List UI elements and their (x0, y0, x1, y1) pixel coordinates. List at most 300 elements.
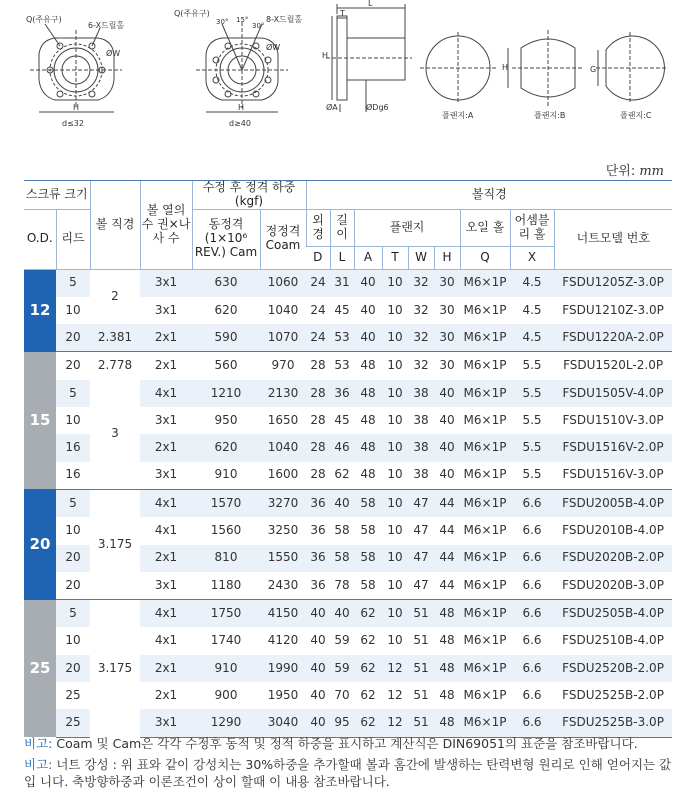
coam-cell: 1060 (260, 269, 306, 297)
a-cell: 62 (354, 709, 382, 737)
h-cell: 40 (439, 412, 455, 427)
lead-cell: 20 (56, 352, 90, 380)
t-cell: 10 (382, 434, 408, 461)
h-cell: 44 (439, 577, 455, 592)
a-cell: 62 (354, 600, 382, 628)
x-cell: 5.5 (522, 412, 542, 427)
ball-dia-cell: 2.381 (90, 324, 140, 352)
unit-label (606, 160, 664, 179)
w-cell: 32 (408, 352, 434, 380)
w-cell: 38 (413, 467, 429, 482)
w-cell: 32 (408, 324, 434, 352)
circ-cell: 2x1 (140, 655, 192, 682)
flange-a-drawing (420, 32, 496, 104)
header-sub-a: A (354, 246, 382, 269)
h-cell: 40 (434, 380, 460, 407)
model-cell: FSDU2525B-2.0P (562, 687, 664, 702)
header-ball-pitch: 볼직경 (306, 181, 672, 210)
header-ball-circuits: 볼 열의 수 권×나사 수 (140, 181, 192, 270)
lead-cell: 10 (65, 412, 81, 427)
a-cell: 62 (360, 687, 376, 702)
h-cell: 30 (439, 302, 455, 317)
h-cell: 40 (439, 467, 455, 482)
h-cell: 48 (434, 600, 460, 628)
lead-cell: 5 (56, 380, 90, 407)
model-cell: FSDU2020B-3.0P (562, 577, 664, 592)
note-1-label: 비고: (24, 736, 53, 751)
d-cell: 40 (310, 633, 326, 648)
cam-cell: 1290 (192, 709, 260, 737)
notes (24, 736, 672, 795)
circ-cell: 2x1 (140, 352, 192, 380)
q-cell: M6×1P (460, 489, 510, 517)
od-cell: 12 (24, 269, 56, 352)
t-cell: 10 (382, 324, 408, 352)
t-cell: 10 (382, 489, 408, 517)
coam-cell: 3040 (260, 709, 306, 737)
h-cell: 30 (434, 269, 460, 297)
header-dynamic: 동정격 (1×10⁶ REV.) Cam (192, 209, 260, 269)
x-cell: 6.6 (510, 489, 554, 517)
x-cell: 5.5 (510, 380, 554, 407)
h-cell: 48 (439, 687, 455, 702)
q-cell: M6×1P (463, 633, 507, 648)
l-cell: 58 (334, 523, 350, 538)
a-cell: 48 (354, 434, 382, 461)
circ-cell: 4x1 (154, 523, 178, 538)
header-flange: 플랜지 (354, 209, 460, 246)
flange-b-drawing (508, 30, 584, 106)
w-cell: 51 (413, 633, 429, 648)
left-cond-label: d≤32 (62, 119, 84, 128)
cam-cell: 1210 (192, 380, 260, 407)
d-cell: 36 (306, 489, 330, 517)
q-cell: M6×1P (460, 709, 510, 737)
model-cell: FSDU1516V-3.0P (562, 467, 664, 482)
t-cell: 10 (382, 380, 408, 407)
h-cell: 48 (439, 633, 455, 648)
note-1-text: Coam 및 Cam은 각각 수정후 동적 및 정적 하중을 표시하고 계산식은 DIN69051의 표준을 참조바랍니다. (56, 736, 638, 751)
circ-cell: 3x1 (154, 412, 178, 427)
d-cell: 40 (306, 600, 330, 628)
a-cell: 62 (354, 655, 382, 682)
a-cell: 48 (360, 412, 376, 427)
circ-cell: 3x1 (140, 709, 192, 737)
model-cell: FSDU2525B-3.0P (554, 709, 672, 737)
d-cell: 28 (310, 412, 326, 427)
l-cell: 59 (334, 633, 350, 648)
flange-c-drawing (596, 32, 668, 104)
od-cell: 25 (24, 600, 56, 737)
l-cell: 40 (330, 600, 354, 628)
model-cell: FSDU1505V-4.0P (554, 380, 672, 407)
w-cell: 47 (408, 489, 434, 517)
a-cell: 40 (354, 269, 382, 297)
circ-cell: 4x1 (140, 380, 192, 407)
l-cell: 62 (334, 467, 350, 482)
q-cell: M6×1P (463, 687, 507, 702)
mid-angle2: 15° (236, 16, 249, 24)
h-cell: 44 (434, 489, 460, 517)
h-cell: 30 (434, 352, 460, 380)
header-oil-hole: 오일 홀 (460, 209, 510, 246)
l-cell: 95 (330, 709, 354, 737)
t-cell: 12 (382, 709, 408, 737)
left-q-label: Q(주유구) (26, 15, 62, 24)
cam-cell: 950 (214, 412, 238, 427)
coam-cell: 1990 (260, 655, 306, 682)
header-sub-d: D (306, 246, 330, 269)
unit-text: 단위: (605, 164, 636, 179)
q-cell: M6×1P (460, 434, 510, 461)
model-cell: FSDU1510V-3.0P (562, 412, 664, 427)
a-cell: 58 (360, 523, 376, 538)
w-cell: 38 (408, 380, 434, 407)
x-cell: 5.5 (522, 467, 542, 482)
l-cell: 59 (330, 655, 354, 682)
x-cell: 5.5 (510, 434, 554, 461)
mid-angle3: 30° (252, 22, 265, 30)
q-cell: M6×1P (463, 412, 507, 427)
q-cell: M6×1P (460, 600, 510, 628)
coam-cell: 1070 (260, 324, 306, 352)
cam-cell: 630 (192, 269, 260, 297)
coam-cell: 1650 (267, 412, 299, 427)
lead-cell: 5 (56, 269, 90, 297)
coam-cell: 970 (260, 352, 306, 380)
d-cell: 24 (310, 302, 326, 317)
header-sub-t: T (382, 246, 408, 269)
flange-b-h-label: H (502, 63, 509, 72)
flange-drawing-large (196, 22, 288, 112)
lead-cell: 20 (56, 545, 90, 572)
w-cell: 32 (413, 302, 429, 317)
mid-q-label: Q(주유구) (174, 9, 210, 18)
header-lead: 리드 (56, 209, 90, 269)
coam-cell: 3270 (260, 489, 306, 517)
note-2-label: 비고: (24, 756, 53, 772)
x-cell: 6.6 (510, 709, 554, 737)
header-static: 정정격 Coam (260, 209, 306, 269)
t-cell: 10 (382, 545, 408, 572)
q-cell: M6×1P (460, 545, 510, 572)
t-cell: 10 (382, 269, 408, 297)
table-row (24, 489, 672, 517)
cam-cell: 1180 (210, 577, 242, 592)
coam-cell: 1950 (267, 687, 299, 702)
w-cell: 32 (408, 269, 434, 297)
q-cell: M6×1P (463, 467, 507, 482)
model-cell: FSDU2520B-2.0P (554, 655, 672, 682)
side-h-label: H (322, 51, 329, 60)
q-cell: M6×1P (460, 655, 510, 682)
d-cell: 36 (310, 523, 326, 538)
circ-cell: 4x1 (154, 633, 178, 648)
technical-drawings (0, 0, 678, 150)
q-cell: M6×1P (463, 523, 507, 538)
coam-cell: 4120 (267, 633, 299, 648)
q-cell: M6×1P (460, 269, 510, 297)
q-cell: M6×1P (460, 324, 510, 352)
lead-cell: 10 (65, 302, 81, 317)
a-cell: 40 (360, 302, 376, 317)
left-h-label: H (73, 103, 80, 112)
coam-cell: 1600 (267, 467, 299, 482)
a-cell: 58 (354, 489, 382, 517)
x-cell: 6.6 (510, 545, 554, 572)
x-cell: 4.5 (522, 302, 542, 317)
d-cell: 28 (306, 380, 330, 407)
d-cell: 24 (306, 324, 330, 352)
cam-cell: 620 (192, 434, 260, 461)
d-cell: 28 (306, 434, 330, 461)
circ-cell: 3x1 (140, 269, 192, 297)
l-cell: 46 (330, 434, 354, 461)
h-cell: 48 (434, 709, 460, 737)
l-cell: 45 (334, 412, 350, 427)
model-cell: FSDU1220A-2.0P (554, 324, 672, 352)
lead-cell: 20 (65, 577, 81, 592)
a-cell: 48 (354, 380, 382, 407)
model-cell: FSDU1516V-2.0P (554, 434, 672, 461)
model-cell: FSDU1210Z-3.0P (562, 302, 664, 317)
header-assy-hole: 어셈블 리 홀 (510, 209, 554, 246)
cam-cell: 590 (192, 324, 260, 352)
a-cell: 58 (354, 545, 382, 572)
header-outer-dia: 외 경 (306, 209, 330, 246)
q-cell: M6×1P (463, 577, 507, 592)
lead-cell: 5 (56, 489, 90, 517)
t-cell: 10 (382, 352, 408, 380)
header-model: 너트모델 번호 (554, 209, 672, 269)
x-cell: 6.6 (522, 687, 542, 702)
l-cell: 36 (330, 380, 354, 407)
l-cell: 53 (330, 352, 354, 380)
mid-h-label: H (238, 103, 245, 112)
od-cell: 15 (24, 352, 56, 489)
circ-cell: 3x1 (154, 467, 178, 482)
x-cell: 6.6 (522, 523, 542, 538)
l-cell: 78 (334, 577, 350, 592)
d-cell: 40 (310, 687, 326, 702)
nut-side-view (326, 4, 412, 112)
a-cell: 48 (360, 467, 376, 482)
d-cell: 28 (310, 467, 326, 482)
header-length: 길 이 (330, 209, 354, 246)
w-cell: 51 (413, 687, 429, 702)
l-cell: 53 (330, 324, 354, 352)
model-cell: FSDU2010B-4.0P (562, 523, 664, 538)
flange-c-label: 플랜지:C (620, 111, 652, 120)
w-cell: 47 (413, 577, 429, 592)
d-cell: 40 (306, 655, 330, 682)
t-cell: 12 (382, 655, 408, 682)
ball-screw-spec-table (24, 180, 672, 738)
x-cell: 6.6 (522, 633, 542, 648)
d-cell: 24 (306, 269, 330, 297)
a-cell: 40 (354, 324, 382, 352)
a-cell: 62 (360, 633, 376, 648)
header-sub-q: Q (460, 246, 510, 269)
lead-cell: 16 (56, 434, 90, 461)
side-l-label: L (368, 0, 373, 8)
lead-cell: 25 (65, 687, 81, 702)
header-load: 수정 후 정격 하중(kgf) (192, 181, 306, 210)
circ-cell: 3x1 (154, 302, 178, 317)
od-cell: 20 (24, 489, 56, 599)
cam-cell: 1570 (192, 489, 260, 517)
ball-dia-cell: 3.175 (90, 489, 140, 599)
coam-cell: 1550 (260, 545, 306, 572)
circ-cell: 4x1 (140, 600, 192, 628)
header-od: O.D. (24, 209, 56, 269)
lead-cell: 25 (56, 709, 90, 737)
t-cell: 10 (387, 412, 403, 427)
t-cell: 10 (387, 467, 403, 482)
coam-cell: 4150 (260, 600, 306, 628)
header-screw-size: 스크류 크기 (24, 181, 90, 210)
t-cell: 10 (387, 523, 403, 538)
lead-cell: 5 (56, 600, 90, 628)
q-cell: M6×1P (460, 352, 510, 380)
circ-cell: 4x1 (140, 489, 192, 517)
mid-angle1: 30° (216, 18, 229, 26)
lead-cell: 16 (65, 467, 81, 482)
note-1 (24, 736, 672, 753)
a-cell: 58 (360, 577, 376, 592)
h-cell: 44 (439, 523, 455, 538)
left-w-label: ØW (106, 49, 121, 58)
t-cell: 10 (387, 633, 403, 648)
lead-cell: 20 (56, 324, 90, 352)
circ-cell: 2x1 (140, 434, 192, 461)
x-cell: 4.5 (510, 324, 554, 352)
t-cell: 10 (382, 600, 408, 628)
t-cell: 12 (387, 687, 403, 702)
w-cell: 38 (413, 412, 429, 427)
cam-cell: 910 (192, 655, 260, 682)
d-cell: 28 (306, 352, 330, 380)
flange-b-label: 플랜지:B (534, 111, 566, 120)
drawing-canvas (0, 0, 678, 150)
h-cell: 48 (434, 655, 460, 682)
h-cell: 40 (434, 434, 460, 461)
mid-w-label: ØW (266, 43, 281, 52)
cam-cell: 900 (214, 687, 238, 702)
a-cell: 48 (354, 352, 382, 380)
side-a-label: ØA (326, 103, 338, 112)
l-cell: 31 (330, 269, 354, 297)
table-row (24, 600, 672, 628)
cam-cell: 1560 (210, 523, 242, 538)
circ-cell: 2x1 (140, 324, 192, 352)
h-cell: 30 (434, 324, 460, 352)
cam-cell: 1740 (210, 633, 242, 648)
note-2 (24, 757, 672, 791)
circ-cell: 2x1 (154, 687, 178, 702)
header-ball-dia: 볼 직경 (90, 181, 140, 270)
cam-cell: 620 (214, 302, 238, 317)
coam-cell: 1040 (260, 434, 306, 461)
coam-cell: 1040 (267, 302, 299, 317)
ball-dia-cell: 3 (90, 380, 140, 490)
header-sub-h: H (434, 246, 460, 269)
left-holes-label: 6-X드릴홀 (88, 21, 125, 30)
circ-cell: 2x1 (140, 545, 192, 572)
table-row (24, 380, 672, 407)
d-cell: 36 (310, 577, 326, 592)
l-cell: 70 (334, 687, 350, 702)
w-cell: 51 (408, 709, 434, 737)
flange-c-g-label: G (590, 65, 597, 74)
circ-cell: 3x1 (154, 577, 178, 592)
mid-holes-label: 8-X드릴홀 (266, 15, 303, 24)
w-cell: 38 (408, 434, 434, 461)
q-cell: M6×1P (463, 302, 507, 317)
w-cell: 51 (408, 600, 434, 628)
coam-cell: 2130 (260, 380, 306, 407)
model-cell: FSDU1205Z-3.0P (554, 269, 672, 297)
q-cell: M6×1P (460, 380, 510, 407)
w-cell: 51 (408, 655, 434, 682)
flange-a-label: 플랜지:A (442, 111, 474, 120)
l-cell: 58 (330, 545, 354, 572)
x-cell: 5.5 (510, 352, 554, 380)
model-cell: FSDU2505B-4.0P (554, 600, 672, 628)
ball-dia-cell: 2 (90, 269, 140, 324)
table-row (24, 352, 672, 380)
model-cell: FSDU2020B-2.0P (554, 545, 672, 572)
l-cell: 45 (334, 302, 350, 317)
l-cell: 40 (330, 489, 354, 517)
lead-cell: 10 (65, 633, 81, 648)
unit-value: mm (639, 164, 664, 179)
mid-cond-label: d≥40 (229, 119, 251, 128)
table-body (24, 269, 672, 737)
model-cell: FSDU1520L-2.0P (554, 352, 672, 380)
x-cell: 6.6 (510, 600, 554, 628)
side-t-label: T (340, 9, 345, 18)
table-row (24, 324, 672, 352)
w-cell: 47 (408, 545, 434, 572)
lead-cell: 10 (65, 523, 81, 538)
cam-cell: 910 (214, 467, 238, 482)
w-cell: 47 (413, 523, 429, 538)
cam-cell: 560 (192, 352, 260, 380)
x-cell: 6.6 (522, 577, 542, 592)
ball-dia-cell: 3.175 (90, 600, 140, 737)
header-sub-x: X (510, 246, 554, 269)
d-cell: 40 (306, 709, 330, 737)
cam-cell: 810 (192, 545, 260, 572)
x-cell: 4.5 (510, 269, 554, 297)
table-header (24, 181, 672, 270)
t-cell: 10 (387, 302, 403, 317)
model-cell: FSDU2510B-4.0P (562, 633, 664, 648)
cam-cell: 1750 (192, 600, 260, 628)
flange-drawing-small (30, 24, 122, 112)
coam-cell: 2430 (267, 577, 299, 592)
d-cell: 36 (306, 545, 330, 572)
side-d-label: ØDg6 (366, 103, 389, 112)
header-sub-l: L (330, 246, 354, 269)
coam-cell: 3250 (267, 523, 299, 538)
x-cell: 6.6 (510, 655, 554, 682)
table-row (24, 269, 672, 297)
t-cell: 10 (387, 577, 403, 592)
note-2-text: 너트 강성 : 위 표와 같이 강성치는 30%하중을 추가할때 볼과 홈간에 발생하는 탄력변형 원리로 인해 얻어지는 값입 니다. 축방향하중과 이론조건이 상이 할때 이 내용 참조바랍니다. (24, 756, 672, 789)
lead-cell: 20 (56, 655, 90, 682)
